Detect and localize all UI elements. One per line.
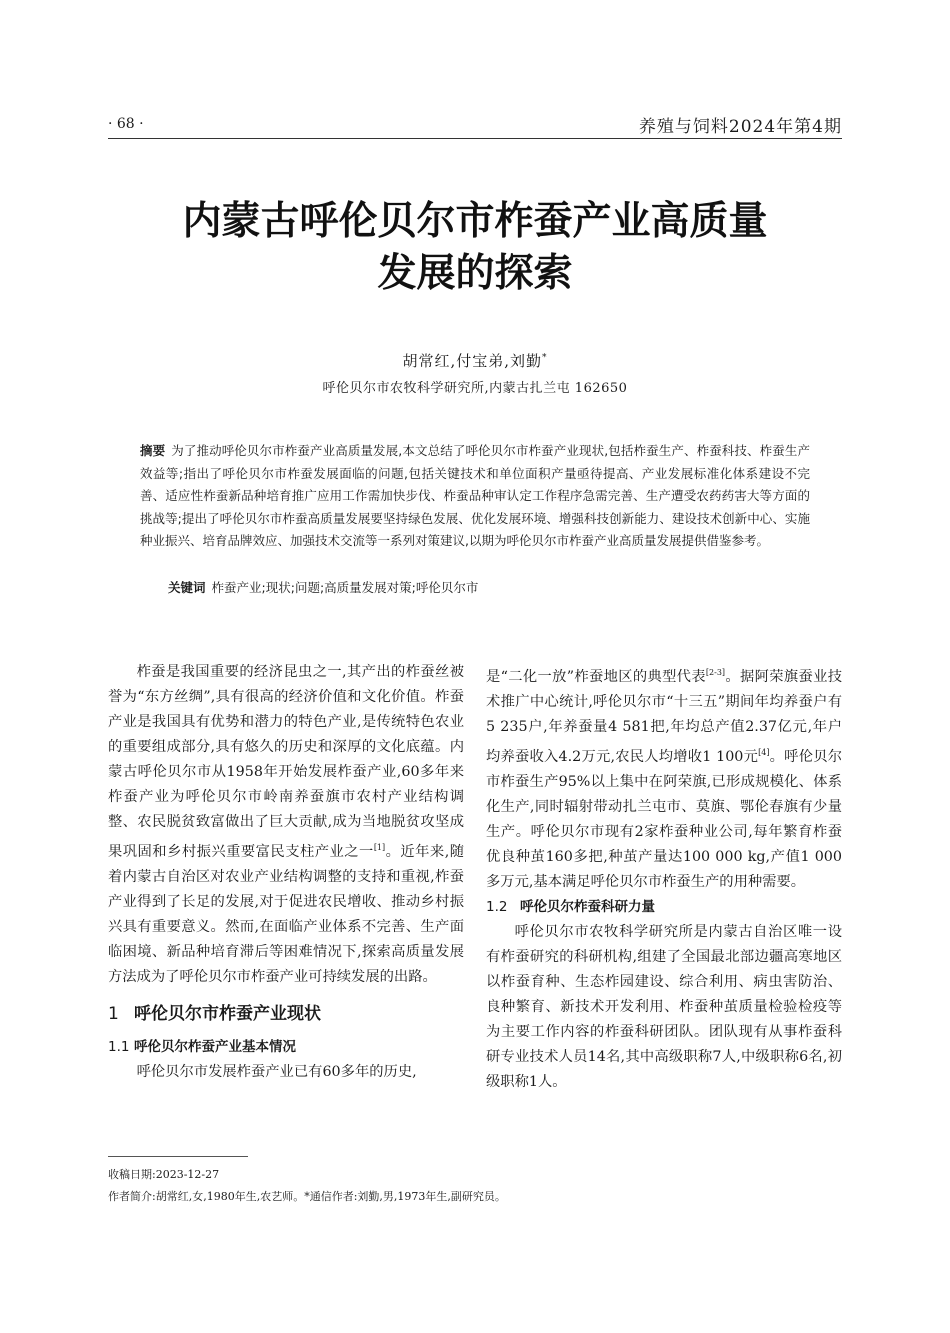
ref-1: [1]	[373, 843, 386, 852]
abstract-text: 为了推动呼伦贝尔市柞蚕产业高质量发展,本文总结了呼伦贝尔市柞蚕产业现状,包括柞蚕生产、柞蚕科技、柞蚕生产效益等;指出了呼伦贝尔市柞蚕发展面临的问题,包括关键技术和单位面积产量亟待提高、产业发展标准化体系建设不完善、适应性柞蚕新品种培育推广应用工作需加快步伐、柞蚕品种审认定工作程序急需完善、生产遭受农药药害大等方面的挑战等;提出了呼伦贝尔市柞蚕高质量发展要坚持绿色发展、优化发展环境、增强科技创新能力、建设技术创新中心、实施种业振兴、培育品牌效应、加强技术交流等一系列对策建议,以期为呼伦贝尔市柞蚕产业高质量发展提供借鉴参考。	[140, 443, 810, 548]
section-1-number: 1	[108, 1003, 119, 1024]
section-1-1-title: 呼伦贝尔柞蚕产业基本情况	[134, 1038, 296, 1055]
section-1-2-title: 呼伦贝尔柞蚕科研力量	[520, 898, 655, 915]
author-names: 胡常红,付宝弟,刘勤	[402, 352, 543, 370]
section-1-1-number: 1.1	[108, 1038, 130, 1055]
intro-text-tail: 。近年来,随着内蒙古自治区对农业产业结构调整的支持和重视,柞蚕产业得到了长足的发展,对于促进农民增收、推动乡村振兴具有重要意义。然而,在面临产业体系不完善、生产面临困境、新品种培育滞后等困难情况下,探索高质量发展方法成为了呼伦贝尔市柞蚕产业可持续发展的出路。	[108, 843, 465, 985]
abstract	[140, 440, 810, 553]
footnote-rule	[108, 1156, 248, 1157]
continued-paragraph	[486, 660, 842, 895]
title-line-1: 内蒙古呼伦贝尔市柞蚕产业高质量	[182, 199, 768, 244]
section-1-2-heading	[486, 895, 842, 920]
page-number: · 68 ·	[108, 116, 144, 132]
section-1-1-paragraph: 呼伦贝尔市发展柞蚕产业已有60多年的历史,	[136, 1063, 417, 1080]
corresponding-mark: *	[542, 353, 548, 363]
section-1-heading	[108, 1002, 464, 1027]
ref-2-3: [2-3]	[705, 668, 726, 677]
received-date: 收稿日期:2023-12-27	[108, 1168, 220, 1181]
right-column	[486, 660, 842, 1095]
continued-text-c: 。呼伦贝尔市柞蚕生产95%以上集中在阿荣旗,已形成规模化、体系化生产,同时辐射带动扎兰屯市、莫旗、鄂伦春旗有少量生产。呼伦贝尔市现有2家柞蚕种业公司,每年繁育柞蚕优良种茧160多把,种茧产量达100 000 kg,产值1 000多万元,基本满足呼伦贝尔市柞蚕生产的用种需要。	[486, 748, 842, 890]
keywords	[168, 578, 810, 596]
authors	[108, 350, 842, 371]
journal-name: 养殖与饲料2024年第4期	[638, 117, 842, 137]
keywords-label: 关键词	[168, 580, 206, 595]
abstract-label: 摘要	[140, 443, 166, 458]
title-line-2: 发展的探索	[377, 251, 573, 296]
section-1-title: 呼伦贝尔市柞蚕产业现状	[134, 1003, 321, 1024]
section-1-2-number: 1.2	[486, 898, 508, 915]
ref-4: [4]	[758, 747, 770, 757]
intro-text: 柞蚕是我国重要的经济昆虫之一,其产出的柞蚕丝被誉为“东方丝绸”,具有很高的经济价值和文化价值。柞蚕产业是我国具有优势和潜力的特色产业,是传统特色农业的重要组成部分,具有悠久的历史和深厚的文化底蕴。内蒙古呼伦贝尔市从1958年开始发展柞蚕产业,60多年来柞蚕产业为呼伦贝尔市岭南养蚕旗市农村产业结构调整、农民脱贫致富做出了巨大贡献,成为当地脱贫攻坚成果巩固和乡村振兴重要富民支柱产业之一	[108, 664, 464, 860]
continued-text-a: 是“二化一放”柞蚕地区的典型代表	[486, 668, 706, 685]
section-1-1-heading	[108, 1035, 464, 1060]
author-bio: 作者简介:胡常红,女,1980年生,农艺师。*通信作者:刘勤,男,1973年生,副研究员。	[108, 1190, 506, 1203]
continued-text-b: 。据阿荣旗蚕业技术推广中心统计,呼伦贝尔市“十三五”期间年均养蚕户有5 235户,年养蚕量4 581把,年均总产值2.37亿元,年户均养蚕收入4.2万元,农民人均增收1 100元	[486, 668, 842, 765]
affiliation: 呼伦贝尔市农牧科学研究所,内蒙古扎兰屯 162650	[322, 381, 628, 396]
header-rule	[108, 138, 842, 139]
section-1-2-paragraph: 呼伦贝尔市农牧科学研究所是内蒙古自治区唯一设有柞蚕研究的科研机构,组建了全国最北部边疆高寒地区以柞蚕育种、生态柞园建设、综合利用、病虫害防治、良种繁育、新技术开发利用、柞蚕种茧质量检验检疫等为主要工作内容的柞蚕科研团队。团队现有从事柞蚕科研专业技术人员14名,其中高级职称7人,中级职称6名,初级职称1人。	[486, 923, 842, 1090]
left-column	[108, 660, 464, 1085]
article-title	[108, 196, 842, 300]
keywords-text: 柞蚕产业;现状;问题;高质量发展对策;呼伦贝尔市	[211, 580, 479, 595]
intro-paragraph	[108, 660, 464, 990]
